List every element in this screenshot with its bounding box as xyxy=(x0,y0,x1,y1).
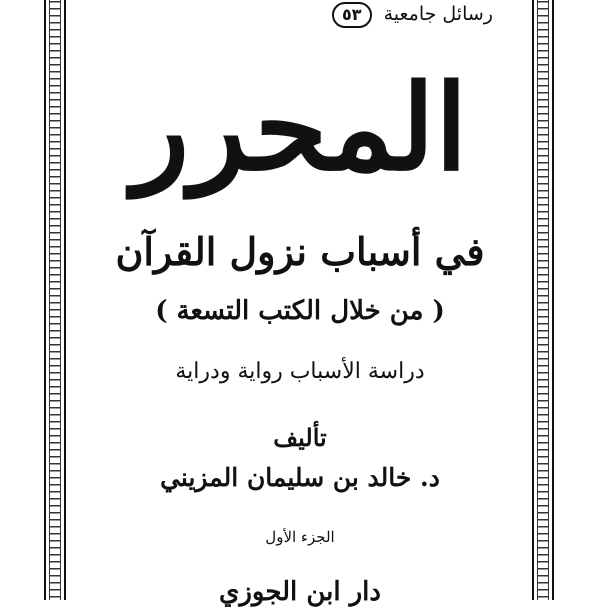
ornamental-border-left xyxy=(44,0,66,600)
book-title: المحرر xyxy=(132,58,468,197)
chain-pattern xyxy=(49,0,61,600)
book-subtitle: في أسباب نزول القرآن xyxy=(115,229,485,274)
publisher-name: دار ابن الجوزي xyxy=(219,577,381,607)
series-number-badge: ٥٣ xyxy=(332,2,372,28)
series-name: رسائل جامعية xyxy=(383,3,493,25)
series-label xyxy=(300,2,525,28)
book-subtitle-secondary: ( من خلال الكتب التسعة ) xyxy=(155,296,445,326)
author-name: د. خالد بن سليمان المزيني xyxy=(160,463,440,492)
author-label: تأليف xyxy=(273,423,327,452)
study-description: دراسة الأسباب رواية ودراية xyxy=(175,359,425,384)
chain-pattern xyxy=(537,0,549,600)
volume-label: الجزء الأول xyxy=(265,528,335,546)
ornamental-border-right xyxy=(532,0,554,600)
